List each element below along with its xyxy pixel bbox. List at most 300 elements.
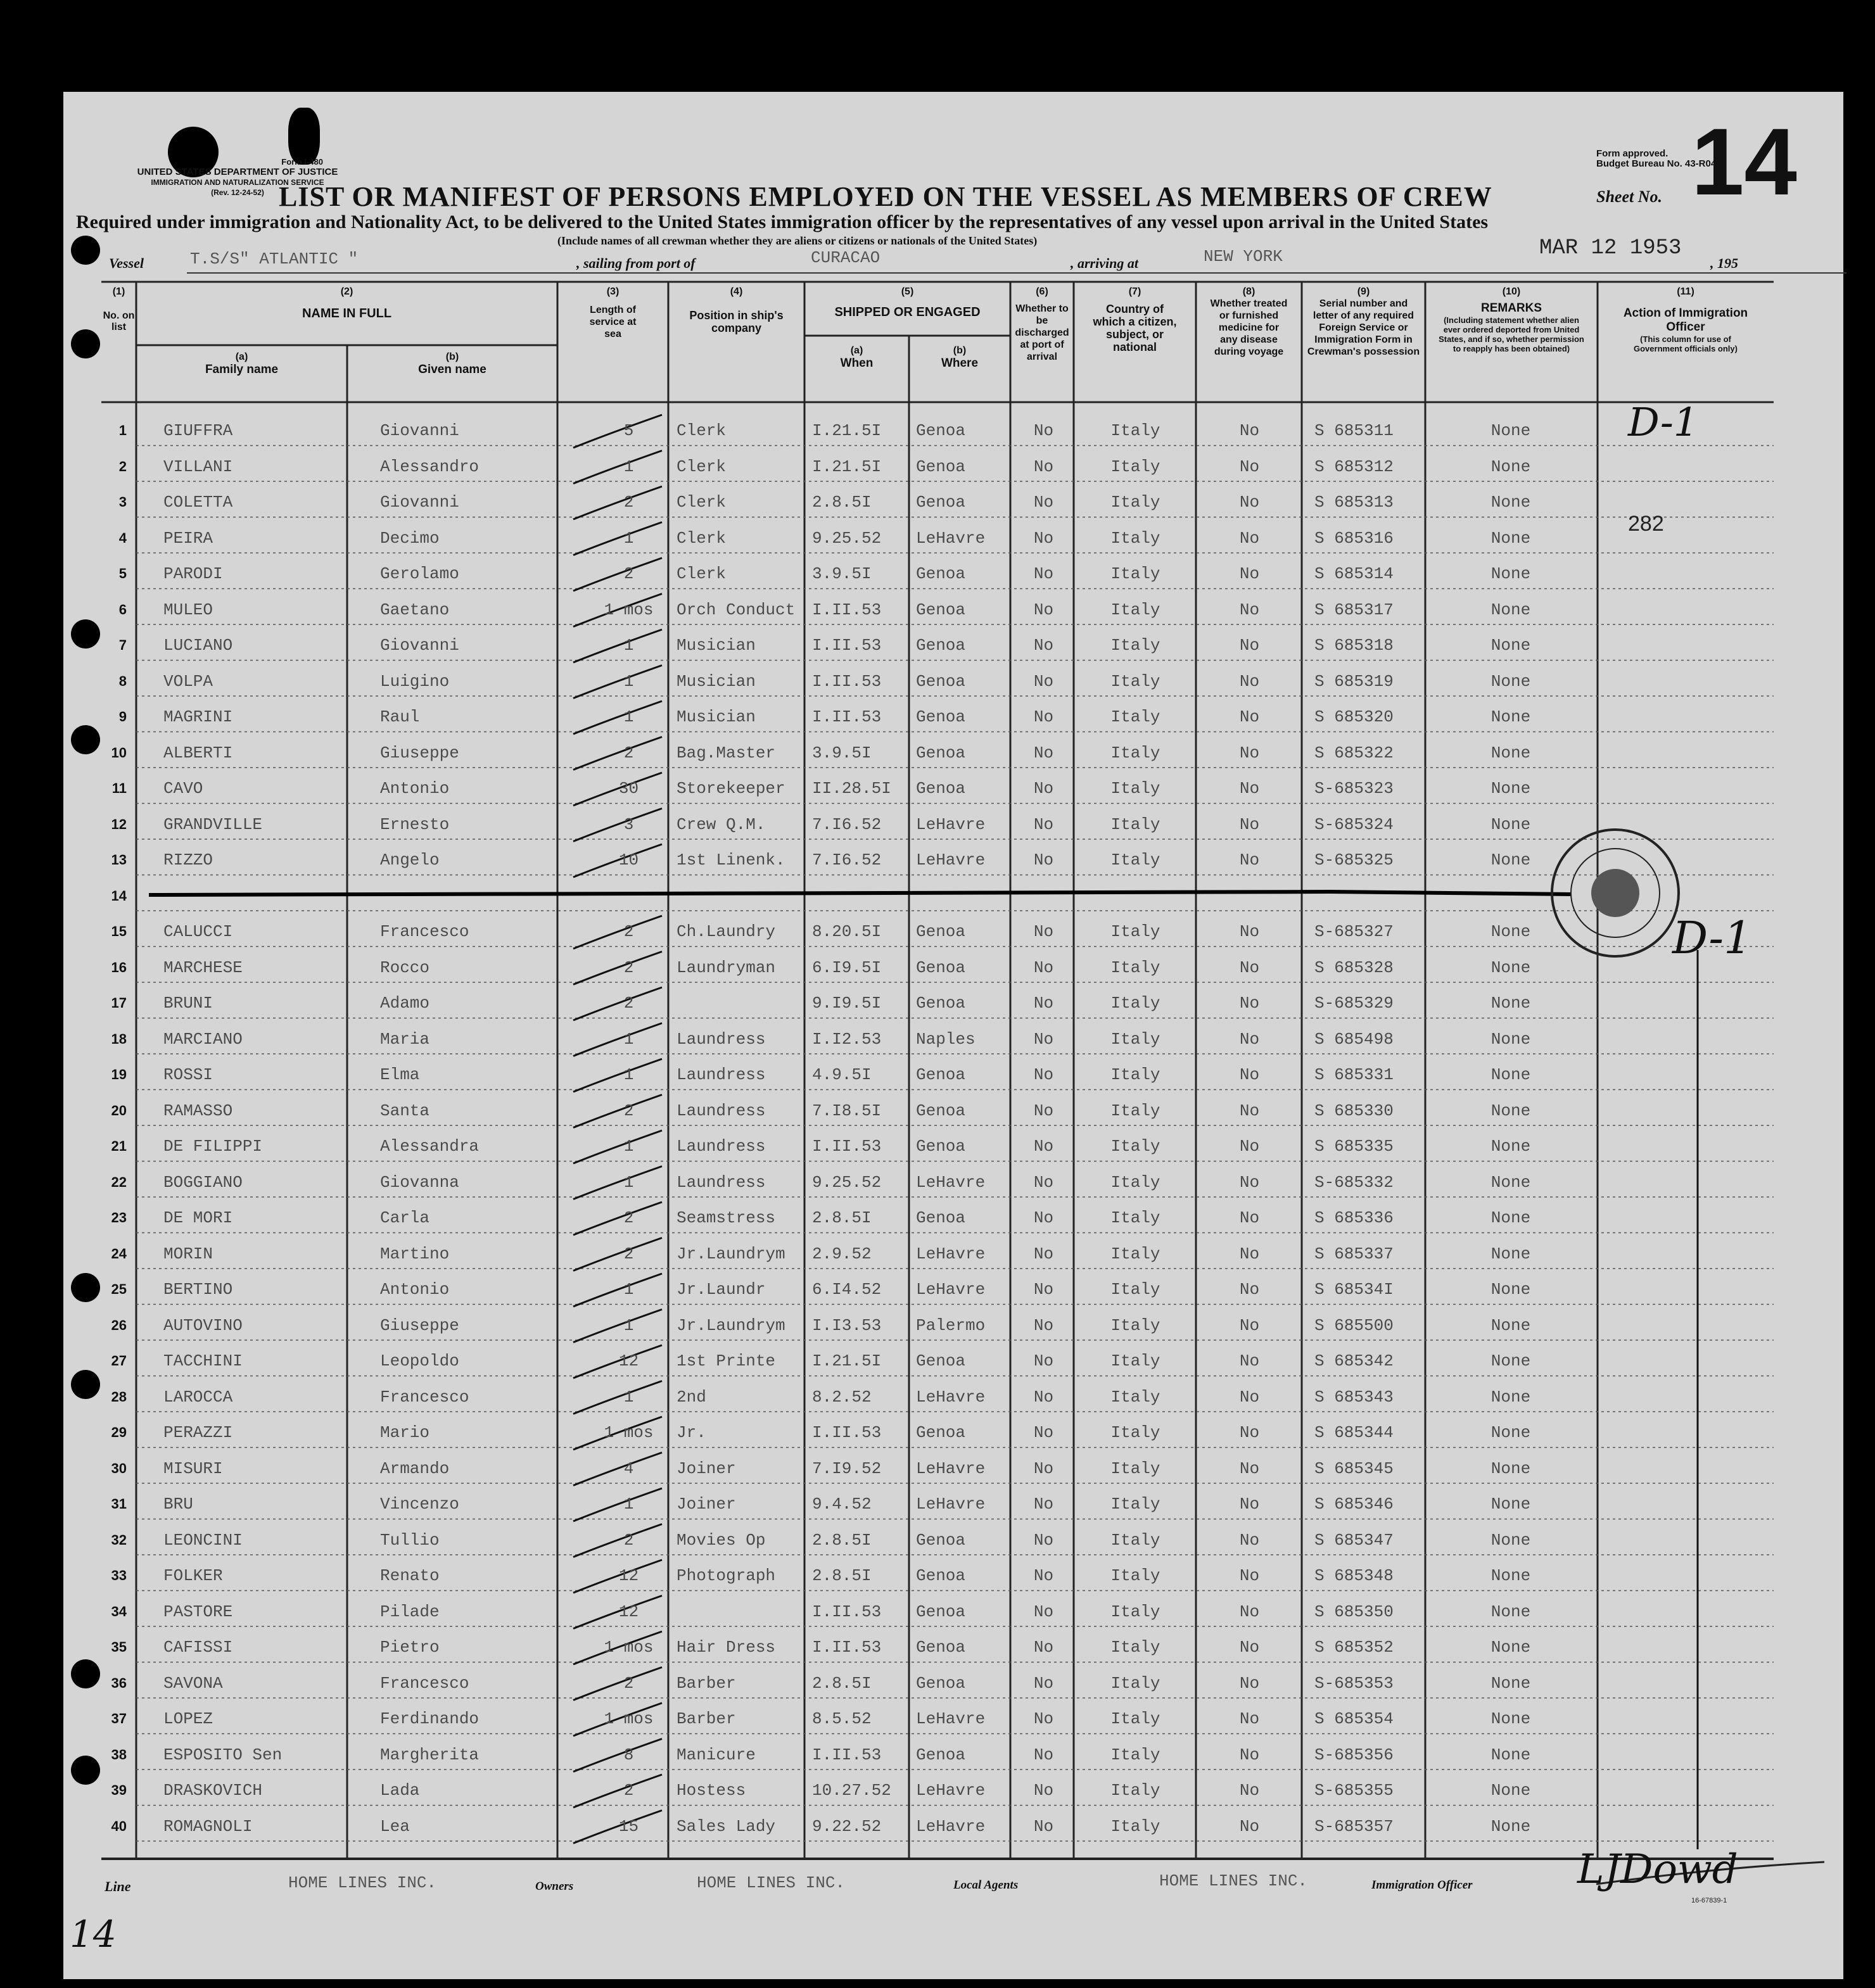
cell-med: No	[1239, 1387, 1260, 1407]
cell-country: Italy	[1110, 922, 1160, 941]
cell-family: ALBERTI	[163, 743, 233, 763]
cell-med: No	[1239, 1673, 1260, 1693]
footer-owners-value: HOME LINES INC.	[697, 1873, 846, 1892]
cell-rem: None	[1490, 457, 1531, 476]
cell-when: I.II.53	[812, 671, 882, 691]
cell-svc: 1	[623, 1065, 634, 1084]
cell-family: DE FILIPPI	[163, 1137, 263, 1156]
budget-bureau: Budget Bureau No. 43-R048	[1596, 158, 1722, 169]
col-header-2b: (b) Given name	[418, 351, 486, 376]
cell-med: No	[1239, 1315, 1260, 1335]
cell-where: Genoa	[916, 707, 966, 726]
cell-pos: Jr.Laundr	[677, 1280, 766, 1299]
cell-dis: No	[1033, 671, 1054, 691]
cell-svc: 2	[623, 1530, 634, 1550]
cell-svc: 1	[623, 457, 634, 476]
row-number: 28	[111, 1388, 127, 1405]
punch-hole	[71, 329, 100, 358]
cell-country: Italy	[1110, 1781, 1160, 1800]
sheet-number: 14	[1691, 108, 1797, 215]
cell-rem: None	[1490, 1530, 1531, 1550]
row-number: 5	[118, 566, 127, 581]
cell-serial: S 685331	[1314, 1065, 1394, 1084]
cell-svc: 4	[623, 1459, 634, 1478]
cell-dis: No	[1033, 1745, 1054, 1764]
cell-med: No	[1239, 600, 1260, 619]
cell-given: Francesco	[380, 922, 469, 941]
cell-pos: Movies Op	[677, 1530, 766, 1550]
cell-rem: None	[1490, 994, 1531, 1013]
cell-med: No	[1239, 1423, 1260, 1442]
cell-family: GRANDVILLE	[163, 814, 263, 834]
cell-rem: None	[1490, 814, 1531, 834]
footer-officer-label: Immigration Officer	[1371, 1878, 1473, 1892]
department-name: UNITED STATES DEPARTMENT OF JUSTICE	[137, 167, 338, 177]
cell-rem: None	[1490, 1244, 1531, 1263]
cell-family: ROSSI	[163, 1065, 213, 1084]
cell-where: Genoa	[916, 743, 966, 763]
cell-family: CALUCCI	[163, 922, 233, 941]
cell-serial: S 685336	[1314, 1208, 1394, 1227]
cell-family: PEIRA	[163, 528, 213, 548]
cell-dis: No	[1033, 994, 1054, 1013]
cell-given: Giovanni	[380, 493, 459, 512]
sheet-label: Sheet No.	[1596, 187, 1662, 206]
cell-given: Raul	[380, 707, 420, 726]
cell-when: I.II.53	[812, 1602, 882, 1621]
cell-family: PARODI	[163, 564, 223, 583]
cell-svc: 2	[623, 1208, 634, 1227]
cell-given: Decimo	[380, 528, 440, 548]
action-annotation-row4: 282	[1628, 512, 1664, 536]
cell-given: Renato	[380, 1566, 440, 1585]
row-number: 37	[111, 1711, 127, 1726]
cell-serial: S 685322	[1314, 743, 1394, 763]
cell-rem: None	[1490, 1137, 1531, 1156]
footer-agents-value: HOME LINES INC.	[1159, 1871, 1308, 1890]
footer-agents-label: Local Agents	[953, 1878, 1019, 1892]
cell-where: Genoa	[916, 421, 966, 440]
cell-country: Italy	[1110, 707, 1160, 726]
cell-rem: None	[1490, 851, 1531, 870]
cell-when: I.I2.53	[812, 1029, 882, 1049]
cell-when: 9.25.52	[812, 528, 882, 548]
cell-rem: None	[1490, 564, 1531, 583]
cell-serial: S 685314	[1314, 564, 1394, 583]
cell-country: Italy	[1110, 743, 1160, 763]
row-number: 34	[111, 1603, 127, 1619]
cell-pos: Ch.Laundry	[677, 922, 776, 941]
cell-country: Italy	[1110, 958, 1160, 977]
cell-when: I.II.53	[812, 1423, 882, 1442]
cell-given: Vincenzo	[380, 1495, 459, 1514]
cell-serial: S 685316	[1314, 528, 1394, 548]
cell-when: 10.27.52	[812, 1781, 891, 1800]
cell-country: Italy	[1110, 1208, 1160, 1227]
cell-family: ROMAGNOLI	[163, 1816, 253, 1836]
cell-given: Angelo	[380, 851, 440, 870]
cell-svc: 2	[623, 1673, 634, 1693]
cell-where: Genoa	[916, 1208, 966, 1227]
page-subtitle: Required under immigration and Nationality Act, to be delivered to the United States immigration officer by the representatives of any vessel upon arrival in the United States	[76, 212, 1489, 232]
cell-pos: Barber	[677, 1673, 736, 1693]
cell-when: 9.4.52	[812, 1495, 872, 1514]
cell-rem: None	[1490, 1709, 1531, 1728]
row-number: 36	[111, 1675, 127, 1691]
cell-serial: S 685311	[1314, 421, 1394, 440]
cell-pos: Laundress	[677, 1172, 766, 1192]
cell-country: Italy	[1110, 1244, 1160, 1263]
cell-svc: 1	[623, 671, 634, 691]
cell-rem: None	[1490, 1065, 1531, 1084]
cell-dis: No	[1033, 922, 1054, 941]
col-header-5b: (b) Where	[941, 345, 979, 370]
cell-when: I.II.53	[812, 1745, 882, 1764]
cell-where: Genoa	[916, 636, 966, 655]
cell-svc: 1	[623, 528, 634, 548]
col-header-11: (11) Action of Immigration Officer (This column for use of Government officials only)	[1623, 286, 1748, 353]
cell-country: Italy	[1110, 994, 1160, 1013]
cell-svc: 1	[623, 1387, 634, 1407]
cell-pos: 2nd	[677, 1387, 706, 1407]
col-header-7: (7) Country of which a citizen, subject, or national	[1093, 286, 1177, 353]
cell-med: No	[1239, 1495, 1260, 1514]
cell-rem: None	[1490, 1172, 1531, 1192]
cell-pos: Clerk	[677, 493, 727, 512]
row-number: 20	[111, 1102, 127, 1118]
cell-pos: Crew Q.M.	[677, 814, 766, 834]
cell-pos: Sales Lady	[677, 1816, 776, 1836]
cell-svc: 8	[623, 1745, 634, 1764]
cell-med: No	[1239, 1459, 1260, 1478]
cell-family: BOGGIANO	[163, 1172, 243, 1192]
cell-where: Palermo	[916, 1315, 986, 1335]
cell-med: No	[1239, 1709, 1260, 1728]
cell-when: I.I3.53	[812, 1315, 882, 1335]
action-annotation-row14: D-1	[1672, 912, 1752, 964]
row-number: 22	[111, 1174, 127, 1190]
cell-given: Giovanna	[380, 1172, 459, 1192]
cell-given: Antonio	[380, 779, 450, 798]
vessel-label: Vessel	[109, 255, 144, 271]
cell-pos: Jr.Laundrym	[677, 1315, 785, 1335]
cell-family: FOLKER	[163, 1566, 223, 1585]
col-header-1: (1) No. on list	[103, 286, 135, 332]
cell-where: Genoa	[916, 1638, 966, 1657]
cell-med: No	[1239, 1602, 1260, 1621]
cell-pos: 1st Linenk.	[677, 851, 785, 870]
cell-country: Italy	[1110, 1495, 1160, 1514]
cell-svc: 2	[623, 1244, 634, 1263]
cell-given: Pietro	[380, 1638, 440, 1657]
row-number: 4	[118, 529, 127, 546]
cell-med: No	[1239, 671, 1260, 691]
row-number: 24	[111, 1245, 127, 1262]
cell-country: Italy	[1110, 1530, 1160, 1550]
cell-when: 7.I8.5I	[812, 1101, 882, 1120]
print-code: 16-67839-1	[1691, 1897, 1727, 1904]
cell-serial: S 685352	[1314, 1638, 1394, 1657]
cell-when: 2.8.5I	[812, 1673, 872, 1693]
cell-pos: Jr.	[677, 1423, 706, 1442]
form-approved: Form approved.	[1596, 148, 1668, 159]
cell-where: Genoa	[916, 922, 966, 941]
cell-when: II.28.5I	[812, 779, 891, 798]
cell-dis: No	[1033, 779, 1054, 798]
cell-country: Italy	[1110, 600, 1160, 619]
cell-given: Mario	[380, 1423, 430, 1442]
cell-dis: No	[1033, 1530, 1054, 1550]
cell-svc: 1	[623, 1280, 634, 1299]
row-number: 2	[118, 458, 127, 474]
row-number: 33	[111, 1567, 127, 1583]
row-number: 29	[111, 1424, 127, 1440]
row-number: 19	[111, 1067, 127, 1082]
cell-rem: None	[1490, 636, 1531, 655]
cell-serial: S 685337	[1314, 1244, 1394, 1263]
cell-family: AUTOVINO	[163, 1315, 243, 1335]
cell-given: Giovanni	[380, 636, 459, 655]
cell-dis: No	[1033, 1566, 1054, 1585]
cell-med: No	[1239, 1137, 1260, 1156]
cell-dis: No	[1033, 1137, 1054, 1156]
cell-serial: S-685356	[1314, 1745, 1394, 1764]
cell-where: Genoa	[916, 779, 966, 798]
col-header-2a: (a) Family name	[205, 351, 279, 376]
col-header-8: (8) Whether treated or furnished medicine for any disease during voyage	[1210, 286, 1288, 357]
cell-med: No	[1239, 707, 1260, 726]
cell-dis: No	[1033, 600, 1054, 619]
cell-dis: No	[1033, 814, 1054, 834]
cell-where: Genoa	[916, 1352, 966, 1371]
cell-given: Francesco	[380, 1387, 469, 1407]
cell-pos: Laundress	[677, 1101, 766, 1120]
cell-when: 9.25.52	[812, 1172, 882, 1192]
cell-country: Italy	[1110, 1709, 1160, 1728]
cell-where: Genoa	[916, 1673, 966, 1693]
cell-country: Italy	[1110, 1137, 1160, 1156]
cell-given: Alessandro	[380, 457, 480, 476]
cell-when: I.21.5I	[812, 421, 882, 440]
row-number: 35	[111, 1639, 127, 1655]
revision-date: (Rev. 12-24-52)	[211, 188, 264, 197]
row-number: 7	[118, 637, 127, 653]
year-suffix: , 195	[1710, 255, 1738, 271]
cell-country: Italy	[1110, 457, 1160, 476]
cell-country: Italy	[1110, 851, 1160, 870]
cell-pos: Clerk	[677, 457, 727, 476]
cell-country: Italy	[1110, 1423, 1160, 1442]
cell-dis: No	[1033, 1244, 1054, 1263]
cell-pos: Manicure	[677, 1745, 756, 1764]
cell-rem: None	[1490, 779, 1531, 798]
cell-country: Italy	[1110, 1352, 1160, 1371]
cell-given: Francesco	[380, 1673, 469, 1693]
cell-given: Elma	[380, 1065, 420, 1084]
cell-where: LeHavre	[916, 1781, 986, 1800]
cell-med: No	[1239, 958, 1260, 977]
cell-med: No	[1239, 743, 1260, 763]
cell-country: Italy	[1110, 1459, 1160, 1478]
row-number: 8	[118, 673, 127, 689]
col-header-5: (5) SHIPPED OR ENGAGED	[834, 286, 981, 319]
cell-where: Genoa	[916, 1137, 966, 1156]
arrival-date-stamp: MAR 12 1953	[1539, 236, 1682, 260]
cell-country: Italy	[1110, 779, 1160, 798]
cell-serial: S 685354	[1314, 1709, 1394, 1728]
cell-when: I.21.5I	[812, 1352, 882, 1371]
footer-owners-label: Owners	[535, 1880, 574, 1893]
cell-country: Italy	[1110, 814, 1160, 834]
cell-family: CAVO	[163, 779, 203, 798]
cell-family: LOPEZ	[163, 1709, 213, 1728]
cell-rem: None	[1490, 1638, 1531, 1657]
cell-pos: Seamstress	[677, 1208, 776, 1227]
cell-serial: S 685318	[1314, 636, 1394, 655]
ink-blot	[288, 108, 320, 165]
cell-given: Luigino	[380, 671, 450, 691]
cell-when: 6.I9.5I	[812, 958, 882, 977]
cell-when: 9.I9.5I	[812, 994, 882, 1013]
cell-where: LeHavre	[916, 1280, 986, 1299]
cell-med: No	[1239, 493, 1260, 512]
cell-where: LeHavre	[916, 1244, 986, 1263]
cell-svc: 2	[623, 1101, 634, 1120]
cell-where: LeHavre	[916, 528, 986, 548]
cell-where: Genoa	[916, 1530, 966, 1550]
cell-serial: S-685327	[1314, 922, 1394, 941]
cell-where: LeHavre	[916, 1459, 986, 1478]
vessel-value: T.S/S" ATLANTIC "	[190, 250, 359, 269]
row-number: 31	[111, 1496, 127, 1512]
cell-med: No	[1239, 457, 1260, 476]
cell-med: No	[1239, 1208, 1260, 1227]
row-number: 25	[111, 1281, 127, 1297]
row-number: 13	[111, 852, 127, 868]
cell-given: Armando	[380, 1459, 450, 1478]
cell-country: Italy	[1110, 1172, 1160, 1192]
cell-svc: 12	[618, 1602, 639, 1621]
cell-svc: 1	[623, 1137, 634, 1156]
cell-given: Giuseppe	[380, 1315, 459, 1335]
cell-pos: Laundress	[677, 1029, 766, 1049]
cell-svc: 1 mos	[604, 600, 654, 619]
cell-when: 8.2.52	[812, 1387, 872, 1407]
cell-given: Tullio	[380, 1530, 440, 1550]
cell-svc: 30	[618, 779, 639, 798]
row-number: 12	[111, 816, 127, 832]
cell-med: No	[1239, 528, 1260, 548]
cell-serial: S 685312	[1314, 457, 1394, 476]
cell-dis: No	[1033, 564, 1054, 583]
row-number: 23	[111, 1210, 127, 1225]
cell-where: LeHavre	[916, 1495, 986, 1514]
cell-when: I.II.53	[812, 600, 882, 619]
cell-serial: S-685357	[1314, 1816, 1394, 1836]
cell-country: Italy	[1110, 1315, 1160, 1335]
cell-given: Antonio	[380, 1280, 450, 1299]
cell-rem: None	[1490, 528, 1531, 548]
cell-country: Italy	[1110, 421, 1160, 440]
cell-pos: Clerk	[677, 528, 727, 548]
action-annotation-row1: D-1	[1628, 399, 1699, 445]
cell-med: No	[1239, 564, 1260, 583]
punch-hole	[71, 236, 100, 265]
cell-country: Italy	[1110, 1638, 1160, 1657]
footer-line-value: HOME LINES INC.	[288, 1873, 437, 1892]
cell-serial: S 685335	[1314, 1137, 1394, 1156]
cell-svc: 1	[623, 1172, 634, 1192]
cell-rem: None	[1490, 1495, 1531, 1514]
cell-family: CAFISSI	[163, 1638, 233, 1657]
cell-dis: No	[1033, 1387, 1054, 1407]
cell-pos: Laundress	[677, 1065, 766, 1084]
form-number: Form I-480	[281, 157, 323, 167]
cell-family: GIUFFRA	[163, 421, 233, 440]
row-number: 1	[118, 422, 127, 438]
cell-dis: No	[1033, 1352, 1054, 1371]
row-number: 21	[111, 1138, 127, 1154]
cell-serial: S-685355	[1314, 1781, 1394, 1800]
cell-serial: S-685324	[1314, 814, 1394, 834]
cell-rem: None	[1490, 1602, 1531, 1621]
page-note-handwritten: 14	[70, 1913, 117, 1956]
cell-where: Genoa	[916, 1602, 966, 1621]
cell-serial: S 685319	[1314, 671, 1394, 691]
cell-pos: Musician	[677, 671, 756, 691]
row-number: 6	[118, 601, 127, 617]
cell-serial: S 68534I	[1314, 1280, 1394, 1299]
cell-when: 2.8.5I	[812, 1530, 872, 1550]
cell-med: No	[1239, 1101, 1260, 1120]
officer-signature: LJDowd	[1577, 1846, 1738, 1893]
row-number: 14	[111, 887, 127, 904]
cell-family: PERAZZI	[163, 1423, 233, 1442]
cell-dis: No	[1033, 1602, 1054, 1621]
cell-when: I.II.53	[812, 707, 882, 726]
cell-family: RAMASSO	[163, 1101, 233, 1120]
row-number: 39	[111, 1782, 127, 1798]
cell-family: MAGRINI	[163, 707, 233, 726]
cell-country: Italy	[1110, 1029, 1160, 1049]
cell-serial: S-685353	[1314, 1673, 1394, 1693]
cell-family: TACCHINI	[163, 1352, 243, 1371]
cell-med: No	[1239, 1745, 1260, 1764]
page-subnote: (Include names of all crewman whether they are aliens or citizens or nationals of the United States)	[557, 234, 1038, 247]
cell-serial: S 685346	[1314, 1495, 1394, 1514]
col-header-6: (6) Whether to be discharged at port of arrival	[1015, 286, 1069, 362]
cell-pos: Photograph	[677, 1566, 776, 1585]
cell-family: COLETTA	[163, 493, 233, 512]
cell-pos: Hostess	[677, 1781, 746, 1800]
cell-family: MISURI	[163, 1459, 223, 1478]
cell-family: VOLPA	[163, 671, 213, 691]
cell-when: 2.8.5I	[812, 1566, 872, 1585]
cell-dis: No	[1033, 1315, 1054, 1335]
col-header-2: (2) NAME IN FULL	[302, 286, 392, 320]
cell-svc: 2	[623, 493, 634, 512]
row-number: 32	[111, 1531, 127, 1548]
cell-med: No	[1239, 814, 1260, 834]
cell-svc: 1	[623, 636, 634, 655]
arriving-port: NEW YORK	[1204, 247, 1283, 266]
cell-when: 8.5.52	[812, 1709, 872, 1728]
cell-family: BRUNI	[163, 994, 213, 1013]
cell-country: Italy	[1110, 564, 1160, 583]
cell-where: LeHavre	[916, 1709, 986, 1728]
cell-svc: 15	[618, 1816, 639, 1836]
cell-dis: No	[1033, 1065, 1054, 1084]
